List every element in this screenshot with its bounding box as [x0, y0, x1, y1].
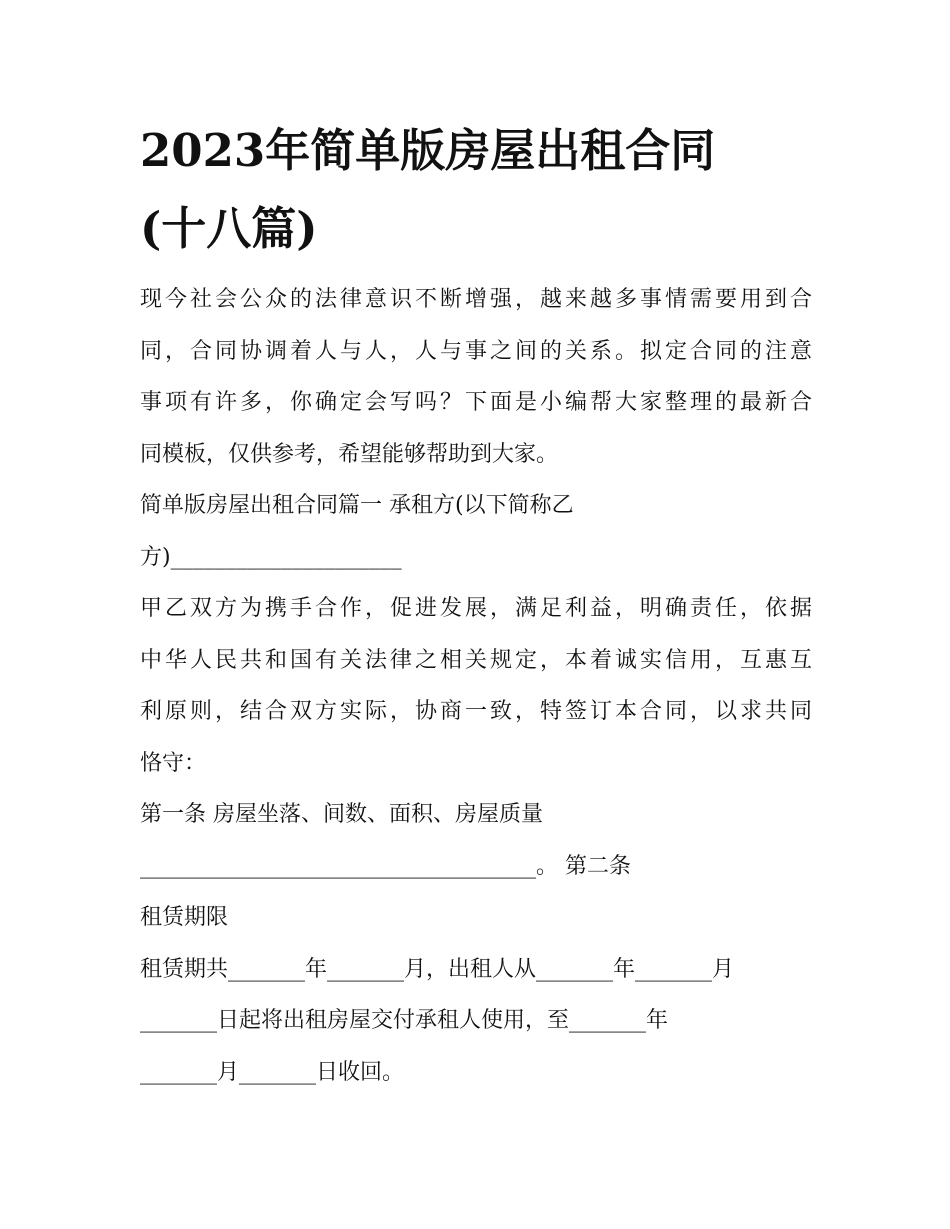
lease-term-line: _______日起将出租房屋交付承租人使用，至_______年: [140, 1008, 669, 1033]
article-1-paragraph: [140, 789, 812, 944]
section-heading-line: 方)_____________________: [140, 544, 402, 570]
document-title: [140, 112, 830, 268]
article-1-line: 第一条 房屋坐落、间数、面积、房屋质量: [140, 802, 543, 827]
title-line-1: 2023年简单版房屋出租合同: [140, 124, 716, 177]
document-body: [140, 274, 812, 1098]
intro-paragraph: [140, 274, 812, 480]
purpose-paragraph: [140, 583, 812, 789]
intro-line: 同模板，仅供参考，希望能够帮助到大家。: [140, 441, 559, 467]
purpose-line: 中华人民共和国有关法律之相关规定，本着诚实信用，互惠互: [140, 647, 812, 673]
lease-term-line: _______月_______日收回。: [140, 1059, 405, 1085]
purpose-line: 利原则，结合双方实际，协商一致，特签订本合同，以求共同: [140, 699, 812, 724]
intro-line: 事项有许多，你确定会写吗？下面是小编帮大家整理的最新合: [140, 390, 812, 415]
purpose-line: 恪守：: [140, 750, 207, 776]
article-1-line: 租赁期限: [140, 905, 229, 930]
section-heading: [140, 480, 812, 583]
article-1-line: ____________________________________。 第二条: [140, 853, 631, 879]
intro-line: 同，合同协调着人与人，人与事之间的关系。拟定合同的注意: [140, 338, 812, 364]
lease-term-line: 租赁期共_______年_______月，出租人从_______年_______月: [140, 956, 735, 982]
purpose-line: 甲乙双方为携手合作，促进发展，满足利益，明确责任，依据: [140, 596, 812, 621]
lease-term-paragraph: [140, 944, 812, 1099]
intro-line: 现今社会公众的法律意识不断增强，越来越多事情需要用到合: [140, 287, 812, 312]
section-heading-line: 简单版房屋出租合同篇一 承租方(以下简称乙: [140, 493, 574, 518]
title-line-2: (十八篇): [140, 202, 318, 255]
